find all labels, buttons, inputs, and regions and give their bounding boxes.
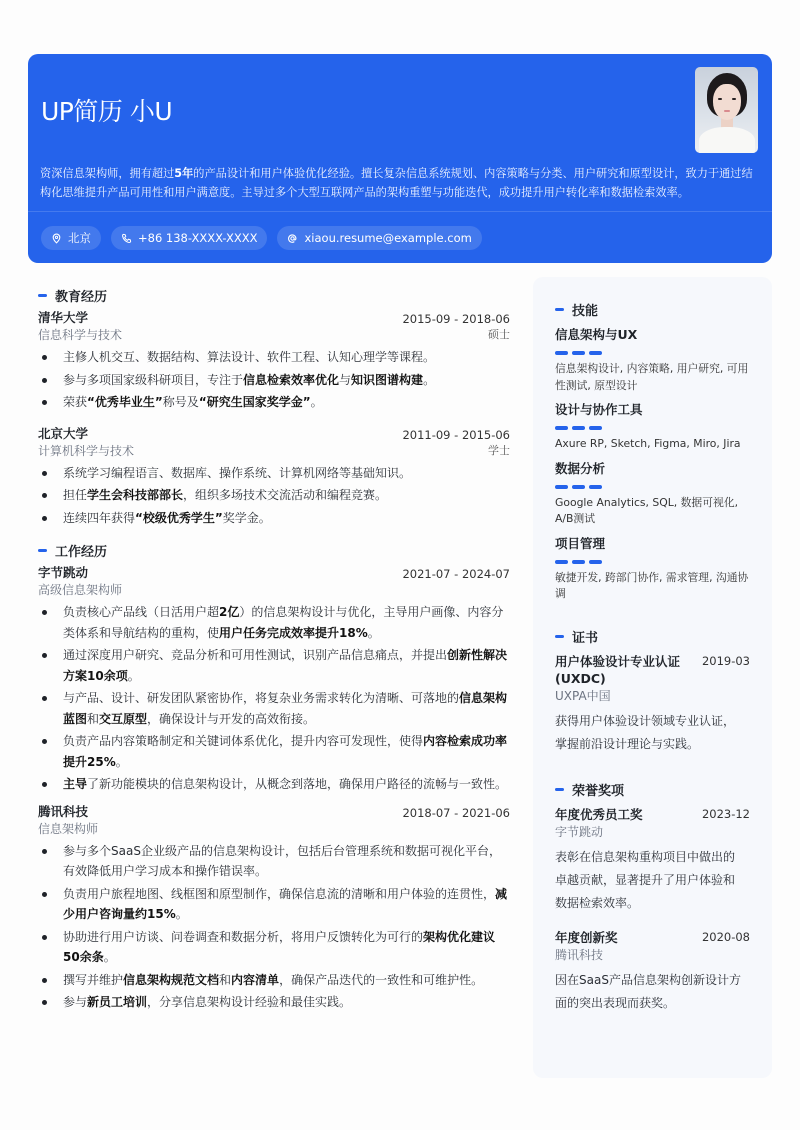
entry-header bbox=[38, 309, 510, 326]
email-at-icon bbox=[287, 233, 298, 244]
issuer: 字节跳动 bbox=[555, 824, 604, 839]
skill-name: 设计与协作工具 bbox=[555, 402, 643, 417]
bullet-text: 与产品、设计、研发团队紧密协作，将复杂业务需求转化为清晰、可落地的 bbox=[63, 691, 460, 705]
bullet-text: 负责产品内容策略制定和关键词体系优化，提升内容可发现性，使得 bbox=[63, 734, 424, 748]
level-dot-icon bbox=[589, 426, 602, 430]
bullet-text: 荣获 bbox=[63, 395, 88, 409]
date: 2020-08 bbox=[701, 929, 750, 944]
bullet-item bbox=[38, 485, 510, 506]
highlight-text: “优秀毕业生” bbox=[87, 395, 163, 409]
date-range: 2021-07 - 2024-07 bbox=[402, 567, 510, 581]
bullet-text: 协助进行用户访谈、问卷调查和数据分析，将用户反馈转化为可行的 bbox=[63, 929, 424, 944]
date-range: 2011-09 - 2015-06 bbox=[402, 427, 510, 442]
contact-location bbox=[41, 226, 101, 250]
section-title bbox=[555, 627, 750, 647]
skill-item bbox=[555, 400, 750, 453]
skill-name: 信息架构与UX bbox=[555, 327, 638, 342]
company-name: 腾讯科技 bbox=[38, 803, 89, 819]
contact-text: 北京 bbox=[68, 231, 91, 245]
level-dot-icon bbox=[555, 560, 568, 564]
bullet-text: 参与 bbox=[63, 995, 88, 1009]
entry-header bbox=[555, 653, 750, 687]
work-entry bbox=[38, 803, 510, 1013]
level-dot-icon bbox=[572, 426, 585, 430]
bullet-list bbox=[38, 347, 510, 413]
section-bar-icon bbox=[555, 308, 564, 311]
highlight-text: 知识图谱构建 bbox=[351, 372, 424, 387]
bullet-text: 。 bbox=[127, 668, 140, 683]
bullet-text: ，确保设计与开发的高效衔接。 bbox=[147, 711, 316, 726]
skill-description: 敏捷开发, 跨部门协作, 需求管理, 沟通协调 bbox=[555, 570, 749, 600]
highlight-text: 内容检索成功率提升25% bbox=[63, 734, 508, 769]
date-range: 2015-09 - 2018-06 bbox=[402, 312, 510, 326]
location-pin-icon bbox=[51, 233, 62, 244]
candidate-name: UP简历 小U bbox=[41, 97, 173, 126]
profile-summary bbox=[40, 165, 762, 202]
education-entry bbox=[38, 309, 510, 413]
highlight-text: “校级优秀学生” bbox=[135, 510, 223, 525]
section-title-text: 荣誉奖项 bbox=[572, 784, 625, 799]
bullet-list bbox=[38, 463, 510, 529]
issuer: 腾讯科技 bbox=[555, 947, 604, 962]
bullet-item bbox=[38, 774, 510, 795]
section-title-text: 工作经历 bbox=[55, 544, 108, 560]
bullet-item bbox=[38, 927, 510, 968]
level-dot-icon bbox=[555, 485, 568, 489]
bullet-item bbox=[38, 688, 510, 729]
education-entry bbox=[38, 425, 510, 529]
bullet-item bbox=[38, 392, 510, 413]
entry-header bbox=[555, 929, 750, 946]
section-title-text: 证书 bbox=[572, 631, 599, 646]
skill-item bbox=[555, 534, 750, 603]
skills-section bbox=[555, 299, 750, 603]
resume-header bbox=[28, 54, 772, 263]
bullet-text: 了新功能模块的信息架构设计，从概念到落地，确保用户路径的流畅与一致性。 bbox=[87, 777, 508, 791]
bullet-text: ，确保产品迭代的一致性和可维护性。 bbox=[279, 972, 484, 987]
section-title bbox=[38, 540, 510, 560]
contact-text: +86 138-XXXX-XXXX bbox=[138, 231, 258, 245]
highlight-text: 减少用户咨询量约15% bbox=[63, 886, 508, 921]
bullet-text: 连续四年获得 bbox=[63, 510, 136, 525]
entry-subheader bbox=[38, 442, 510, 459]
sidebar bbox=[533, 277, 772, 1078]
entry-header bbox=[38, 803, 510, 820]
degree: 硕士 bbox=[488, 328, 510, 341]
bullet-text: 参与多个SaaS企业级产品的信息架构设计，包括后台管理系统和数据可视化平台，有效降低用户学习成本和操作错误率。 bbox=[63, 843, 501, 878]
bullet-text: 和 bbox=[219, 972, 232, 987]
bullet-text: 。 bbox=[115, 754, 128, 769]
contact-list bbox=[41, 226, 482, 250]
skill-name: 数据分析 bbox=[555, 460, 606, 476]
highlight-text: 2亿 bbox=[219, 605, 240, 619]
date: 2023-12 bbox=[701, 806, 750, 821]
bullet-item bbox=[38, 370, 510, 391]
award-name: 年度创新奖 bbox=[555, 929, 618, 945]
bullet-text: 主修人机交互、数据结构、算法设计、软件工程、认知心理学等课程。 bbox=[63, 350, 436, 364]
bullet-text: 担任 bbox=[63, 488, 88, 502]
skill-description: 信息架构设计, 内容策略, 用户研究, 可用性测试, 原型设计 bbox=[555, 362, 749, 392]
highlight-text: 用户任务完成效率提升18% bbox=[219, 625, 368, 640]
highlight-text: 架构优化建议50余条 bbox=[63, 929, 496, 964]
award-description: 因在SaaS产品信息架构创新设计方面的突出表现而获奖。 bbox=[555, 972, 741, 1010]
entry-subheader bbox=[38, 326, 510, 343]
job-title: 高级信息架构师 bbox=[38, 583, 123, 597]
skill-level-indicator bbox=[555, 560, 750, 564]
major: 信息科学与技术 bbox=[38, 328, 123, 342]
degree: 学士 bbox=[488, 443, 510, 457]
profile-photo bbox=[695, 67, 758, 153]
highlight-text: 学生会科技部部长 bbox=[87, 488, 184, 502]
bullet-text: 系统学习编程语言、数据库、操作系统、计算机网络等基础知识。 bbox=[63, 465, 412, 480]
bullet-text: 。 bbox=[423, 372, 436, 387]
section-title bbox=[38, 285, 510, 305]
summary-text: 的产品设计和用户体验优化经验。擅长复杂信息系统规划、内容策略与分类、用户研究和原型设计，致力于通过结构化思维提升产品可用性和用户满意度。主导过多个大型互联网产品的架构重塑与功能迭代，成功提升用户转化率和数据检索效率。 bbox=[40, 167, 753, 199]
bullet-item bbox=[38, 463, 510, 484]
bullet-text: 奖学金。 bbox=[222, 510, 271, 525]
highlight-text: 信息检索效率优化 bbox=[243, 372, 340, 387]
bullet-text: ）的信息架构设计与优化，主导用户画像、内容分类体系和导航结构的重构，使 bbox=[63, 605, 504, 640]
header-divider bbox=[28, 211, 772, 212]
bullet-item bbox=[38, 602, 510, 643]
bullet-text: 。 bbox=[367, 625, 380, 640]
bullet-text: 参与多项国家级科研项目，专注于 bbox=[63, 372, 244, 387]
summary-highlight: 5年 bbox=[174, 167, 194, 180]
section-title-text: 教育经历 bbox=[55, 289, 108, 305]
section-bar-icon bbox=[555, 788, 564, 791]
bullet-text: 负责核心产品线（日活用户超 bbox=[63, 605, 220, 619]
entry-header bbox=[555, 806, 750, 823]
entry-subheader bbox=[38, 820, 510, 837]
level-dot-icon bbox=[589, 485, 602, 489]
work-entry bbox=[38, 564, 510, 795]
highlight-text: “研究生国家奖学金” bbox=[198, 395, 311, 409]
bullet-text: 与 bbox=[339, 372, 352, 387]
bullet-text: 称号及 bbox=[162, 395, 199, 409]
bullet-text: 撰写并维护 bbox=[63, 972, 124, 987]
bullet-item bbox=[38, 731, 510, 772]
bullet-text: 通过深度用户研究、竞品分析和可用性测试，识别产品信息痛点，并提出 bbox=[63, 648, 448, 662]
bullet-item bbox=[38, 347, 510, 368]
bullet-item bbox=[38, 841, 510, 882]
award-name: 年度优秀员工奖 bbox=[555, 806, 643, 822]
contact-text: xiaou.resume@example.com bbox=[304, 231, 472, 245]
highlight-text: 主导 bbox=[63, 777, 88, 791]
contact-email[interactable] bbox=[277, 226, 481, 250]
bullet-text: 。 bbox=[175, 907, 188, 921]
bullet-text: 。 bbox=[310, 395, 323, 409]
education-section bbox=[38, 285, 510, 528]
skill-level-indicator bbox=[555, 351, 750, 355]
entry-header bbox=[38, 564, 510, 581]
highlight-text: 内容清单 bbox=[231, 972, 280, 987]
level-dot-icon bbox=[572, 560, 585, 564]
bullet-item bbox=[38, 992, 510, 1013]
bullet-list bbox=[38, 602, 510, 795]
phone-icon bbox=[121, 233, 132, 244]
school-name: 北京大学 bbox=[38, 425, 89, 441]
bullet-text: ，组织多场技术交流活动和编程竞赛。 bbox=[183, 488, 388, 502]
summary-text: 资深信息架构师，拥有超过 bbox=[40, 167, 175, 180]
award-item bbox=[555, 806, 750, 915]
bullet-text: 。 bbox=[103, 950, 116, 964]
award-item bbox=[555, 929, 750, 1015]
section-bar-icon bbox=[38, 549, 47, 552]
skill-item bbox=[555, 459, 750, 528]
level-dot-icon bbox=[572, 485, 585, 489]
skill-level-indicator bbox=[555, 485, 750, 489]
major: 计算机科学与技术 bbox=[38, 443, 135, 458]
company-name: 字节跳动 bbox=[38, 565, 89, 580]
date-range: 2018-07 - 2021-06 bbox=[402, 805, 510, 820]
skill-item bbox=[555, 325, 750, 394]
bullet-text: 和 bbox=[87, 711, 100, 726]
highlight-text: 交互原型 bbox=[99, 711, 148, 726]
certificates-section bbox=[555, 627, 750, 756]
certificate-description: 获得用户体验设计领域专业认证，掌握前沿设计理论与实践。 bbox=[555, 713, 736, 751]
highlight-text: 信息架构规范文档 bbox=[123, 972, 220, 987]
award-description: 表彰在信息架构重构项目中做出的卓越贡献，显著提升了用户体验和数据检索效率。 bbox=[555, 849, 736, 910]
bullet-item bbox=[38, 884, 510, 925]
contact-phone[interactable] bbox=[111, 226, 267, 250]
skill-description: Axure RP, Sketch, Figma, Miro, Jira bbox=[555, 437, 741, 450]
skill-level-indicator bbox=[555, 426, 750, 430]
section-bar-icon bbox=[38, 294, 47, 297]
certificate-item bbox=[555, 653, 750, 756]
job-title: 信息架构师 bbox=[38, 821, 99, 836]
section-title-text: 技能 bbox=[572, 303, 599, 319]
bullet-item bbox=[38, 508, 510, 529]
section-bar-icon bbox=[555, 635, 564, 638]
bullet-item bbox=[38, 970, 510, 991]
level-dot-icon bbox=[589, 560, 602, 564]
awards-section bbox=[555, 780, 750, 1015]
highlight-text: 信息架构蓝图 bbox=[63, 691, 508, 726]
level-dot-icon bbox=[572, 351, 585, 355]
school-name: 清华大学 bbox=[38, 310, 89, 325]
bullet-list bbox=[38, 841, 510, 1013]
bullet-item bbox=[38, 645, 510, 686]
main-column bbox=[38, 285, 510, 1015]
level-dot-icon bbox=[555, 351, 568, 355]
highlight-text: 新员工培训 bbox=[87, 995, 148, 1009]
certificate-name: 用户体验设计专业认证 (UXDC) bbox=[555, 653, 681, 686]
issuer: UXPA中国 bbox=[555, 688, 611, 703]
date: 2019-03 bbox=[701, 653, 750, 668]
entry-subheader bbox=[38, 581, 510, 598]
bullet-text: ，分享信息架构设计经验和最佳实践。 bbox=[147, 995, 352, 1009]
skill-name: 项目管理 bbox=[555, 535, 606, 551]
section-title bbox=[555, 299, 750, 319]
entry-header bbox=[38, 425, 510, 442]
section-title bbox=[555, 780, 750, 800]
level-dot-icon bbox=[589, 351, 602, 355]
level-dot-icon bbox=[555, 426, 568, 430]
work-section bbox=[38, 540, 510, 1013]
skill-description: Google Analytics, SQL, 数据可视化, A/B测试 bbox=[555, 495, 739, 525]
bullet-text: 负责用户旅程地图、线框图和原型制作，确保信息流的清晰和用户体验的连贯性， bbox=[63, 886, 496, 901]
highlight-text: 创新性解决方案10余项 bbox=[63, 648, 508, 683]
